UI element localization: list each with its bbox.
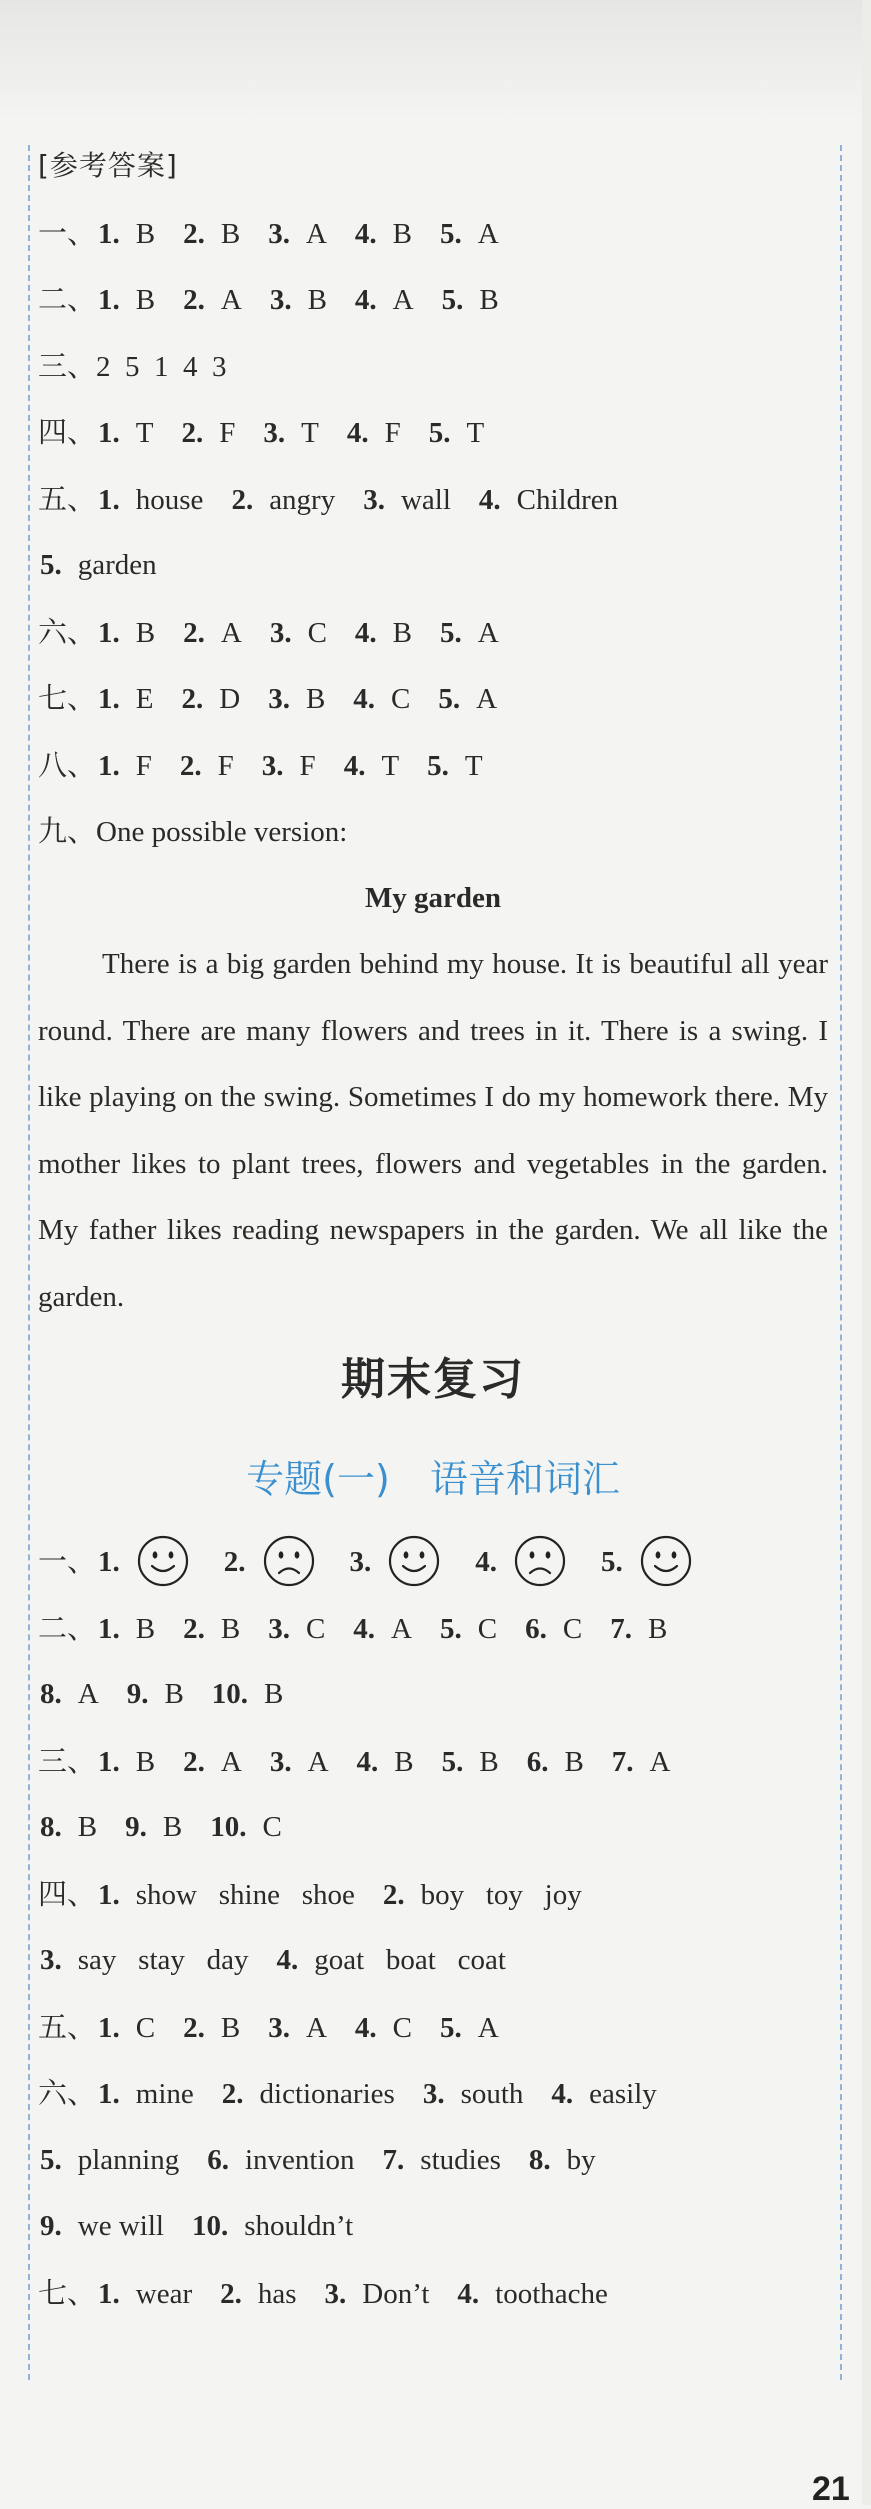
answer-value: shouldn’t [244, 2210, 354, 2242]
question-number: 2. [183, 616, 205, 649]
answer-value: A [220, 284, 242, 316]
answer-value: say stay day [77, 1944, 249, 1976]
answer-value: C [135, 2011, 156, 2044]
question-number: 5. [440, 217, 462, 250]
answer-value: C [562, 1612, 583, 1645]
answer-value: B [135, 284, 156, 316]
question-number: 1. [98, 1612, 120, 1645]
question-number: 5. [441, 284, 464, 316]
sad-face-icon [513, 1534, 567, 1588]
section-label: 八、 [38, 747, 97, 782]
answer-content [38, 133, 828, 2326]
answer-value: B [479, 1745, 499, 1778]
answer-value: B [135, 616, 156, 649]
question-number: 2. [382, 1878, 405, 1911]
topic-name: 语音和词汇 [429, 1457, 620, 1501]
answer-line [38, 2260, 828, 2327]
question-number: 3. [422, 2078, 445, 2110]
question-number: 1. [98, 616, 120, 649]
answer-value: E [135, 683, 154, 715]
question-number: 7. [382, 2143, 405, 2176]
topic-title [38, 1430, 828, 1528]
answer-value: B [220, 2011, 241, 2044]
answer-value: A [649, 1745, 671, 1778]
answer-value: F [135, 749, 152, 782]
answer-value: C [305, 1612, 326, 1645]
answer-value: T [464, 749, 483, 782]
sad-face-icon [262, 1534, 316, 1588]
question-number: 2. [183, 284, 205, 316]
question-number: 3. [268, 1612, 290, 1645]
answer-line [38, 1728, 828, 1795]
answer-value: B [162, 1811, 183, 1843]
answer-value: B [394, 1745, 414, 1778]
essay-title: My garden [364, 881, 502, 914]
answer-value: B [135, 1612, 156, 1645]
answer-value: goat boat coat [314, 1944, 506, 1976]
answer-value: F [219, 417, 236, 449]
question-number: 10. [210, 1811, 247, 1843]
answer-text: 2 5 1 4 3 [96, 350, 227, 383]
answer-value: invention [245, 2143, 355, 2176]
answer-line [38, 732, 828, 799]
faces-answer-line [38, 1528, 828, 1595]
question-number: 3. [268, 217, 290, 250]
smiley-face-icon [639, 1534, 693, 1588]
question-number: 4. [346, 417, 369, 449]
section-label: 七、 [38, 2275, 97, 2310]
adjacent-page-edge [862, 0, 871, 2505]
question-number: 10. [191, 2210, 229, 2242]
answer-value: Don’t [362, 2277, 430, 2310]
answer-header: [参考答案] [38, 149, 178, 182]
answer-value: has [257, 2277, 297, 2310]
answer-line [38, 200, 828, 267]
question-number: 1. [98, 2078, 120, 2110]
writing-intro-line [38, 798, 828, 865]
answer-value: toothache [495, 2277, 608, 2310]
question-number: 5. [440, 1612, 462, 1645]
section-label: 六、 [38, 2076, 97, 2110]
question-number: 1. [98, 2011, 120, 2044]
answer-line [38, 532, 828, 599]
answer-line [38, 1994, 828, 2061]
question-number: 1. [98, 683, 120, 715]
question-number: 4. [354, 284, 377, 316]
unit-answers [38, 200, 828, 799]
right-dashed-border [840, 145, 842, 2380]
question-number: 5. [40, 2143, 62, 2176]
question-number: 1. [98, 483, 120, 516]
question-number: 4. [353, 683, 376, 715]
answer-header-line [38, 133, 828, 200]
answer-line [38, 665, 828, 732]
answer-value: boy toy joy [420, 1878, 582, 1911]
question-number: 5. [601, 1546, 623, 1578]
question-number: 2. [181, 417, 204, 449]
question-number: 3. [268, 2011, 290, 2044]
answer-value: D [219, 683, 241, 715]
answer-value: F [217, 749, 234, 782]
section-label: 三、 [38, 348, 97, 383]
question-number: 3. [324, 2277, 347, 2310]
page-number: 21 [812, 2470, 850, 2508]
question-number: 3. [269, 1745, 292, 1778]
question-number: 1. [98, 2277, 120, 2310]
answer-value: C [307, 616, 327, 649]
question-number: 2. [220, 2277, 242, 2310]
answer-value: F [384, 417, 401, 449]
question-number: 9. [125, 1811, 147, 1843]
answer-value: B [264, 1678, 284, 1710]
answer-value: T [135, 417, 154, 449]
section-label: 五、 [38, 481, 97, 516]
answer-value: A [477, 616, 499, 649]
question-number: 2. [183, 1612, 205, 1645]
section-label: 九、 [38, 814, 97, 848]
question-number: 2. [179, 749, 202, 782]
question-number: 4. [457, 2277, 480, 2310]
answer-value: F [299, 749, 316, 782]
question-number: 2. [181, 683, 204, 715]
question-number: 4. [551, 2078, 574, 2110]
question-number: 4. [475, 1546, 498, 1578]
answer-value: south [460, 2078, 524, 2110]
answer-line [38, 1661, 828, 1728]
question-number: 1. [98, 284, 120, 316]
answer-line [38, 1595, 828, 1662]
answer-line [38, 2060, 828, 2127]
topic-number: 专题(一) [246, 1457, 390, 1501]
answer-value: B [164, 1678, 184, 1710]
answer-value: we will [77, 2210, 164, 2242]
answer-value: wall [400, 483, 451, 516]
answer-value: B [392, 217, 412, 250]
answer-value: angry [269, 483, 336, 516]
question-number: 4. [353, 1612, 376, 1645]
question-number: 2. [231, 483, 254, 516]
answer-line [38, 1927, 828, 1994]
section-label: 四、 [38, 1876, 97, 1911]
answer-line [38, 2193, 828, 2260]
answer-value: B [220, 217, 241, 250]
answer-value: C [477, 1612, 498, 1645]
answer-value: mine [135, 2078, 194, 2110]
answer-value: garden [77, 549, 157, 581]
answer-value: A [476, 683, 498, 715]
question-number: 9. [126, 1678, 149, 1710]
question-number: 8. [40, 1678, 62, 1710]
question-number: 8. [528, 2143, 551, 2176]
answer-line [38, 1861, 828, 1928]
question-number: 3. [363, 483, 385, 516]
answer-value: B [135, 1745, 156, 1778]
answer-value: B [647, 1612, 668, 1645]
question-number: 2. [183, 2011, 205, 2044]
question-number: 9. [40, 2210, 62, 2242]
essay-paragraph: There is a big garden behind my house. It is beautiful all year round. There are many flowers and trees in it. There is a swing. I like playing on the swing. Sometimes I do my homework there. My mother likes to plant trees, flowers and vegetables in the garden. My father likes reading newspapers in the garden. We all like the garden. [38, 948, 828, 1313]
answer-value: planning [77, 2143, 180, 2176]
question-number: 5. [440, 616, 462, 649]
answer-value: B [564, 1745, 584, 1778]
question-number: 4. [354, 2011, 377, 2044]
answer-value: A [391, 1612, 412, 1645]
section-label: 七、 [38, 681, 97, 715]
question-number: 5. [441, 1745, 464, 1778]
section-label: 三、 [38, 1743, 97, 1778]
answer-value: wear [135, 2277, 193, 2310]
answer-value: B [307, 284, 327, 316]
answer-value: T [466, 417, 485, 449]
question-number: 1. [98, 217, 120, 250]
question-number: 4. [354, 217, 377, 250]
answer-line [38, 266, 828, 333]
question-number: 4. [276, 1944, 299, 1976]
top-shadow [0, 0, 871, 120]
answer-value: B [77, 1811, 98, 1843]
answer-line [38, 1794, 828, 1861]
answer-line [38, 399, 828, 466]
answer-value: C [391, 683, 411, 715]
answer-value: B [305, 683, 326, 715]
answer-value: A [307, 1745, 329, 1778]
answer-value: A [220, 1745, 242, 1778]
answer-value: T [381, 749, 400, 782]
answer-line [38, 599, 828, 666]
left-dashed-border [28, 145, 30, 2380]
answer-value: studies [420, 2143, 501, 2176]
review-answers [38, 1595, 828, 2327]
question-number: 1. [98, 1878, 120, 1911]
question-number: 3. [263, 417, 286, 449]
question-number: 4. [356, 1745, 379, 1778]
answer-value: A [305, 217, 327, 250]
question-number: 3. [269, 284, 292, 316]
question-number: 3. [269, 616, 292, 649]
question-number: 2. [221, 2078, 244, 2110]
smiley-face-icon [136, 1534, 190, 1588]
answer-value: show shine shoe [135, 1878, 355, 1911]
question-number: 3. [261, 749, 284, 782]
section-label: 二、 [38, 282, 97, 316]
chapter-title: 期末复习 [341, 1354, 525, 1405]
question-number: 6. [525, 1612, 547, 1645]
question-number: 6. [207, 2143, 229, 2176]
answer-value: C [392, 2011, 412, 2044]
answer-value: A [477, 217, 499, 250]
question-number: 7. [611, 1745, 634, 1778]
answer-value: by [566, 2143, 596, 2176]
question-number: 1. [98, 1745, 120, 1778]
question-number: 5. [438, 683, 461, 715]
answer-line [38, 333, 828, 400]
question-number: 10. [211, 1678, 249, 1710]
question-number: 5. [427, 749, 449, 782]
section-label: 一、 [38, 215, 97, 250]
answer-value: A [305, 2011, 327, 2044]
question-number: 5. [428, 417, 451, 449]
question-number: 2. [183, 1745, 205, 1778]
question-number: 1. [98, 749, 120, 782]
question-number: 4. [478, 483, 501, 516]
answer-value: B [392, 616, 412, 649]
section-label: 五、 [38, 2009, 97, 2044]
answer-value: T [301, 417, 319, 449]
question-number: 2. [223, 1546, 246, 1578]
section-label: 四、 [38, 415, 97, 449]
smiley-face-icon [387, 1534, 441, 1588]
answer-value: Children [516, 483, 619, 516]
answer-line [38, 466, 828, 533]
answer-value: A [477, 2011, 499, 2044]
answer-value: A [392, 284, 414, 316]
section-label: 一、 [38, 1544, 97, 1578]
question-number: 5. [40, 549, 62, 581]
answer-value: dictionaries [259, 2078, 395, 2110]
writing-intro: One possible version: [96, 816, 348, 848]
answer-value: B [135, 217, 156, 250]
question-number: 7. [610, 1612, 632, 1645]
answer-value: C [262, 1811, 282, 1843]
question-number: 3. [40, 1944, 62, 1976]
question-number: 5. [440, 2011, 462, 2044]
question-number: 4. [354, 616, 377, 649]
answer-value: B [479, 284, 499, 316]
question-number: 3. [268, 683, 290, 715]
answer-value: B [220, 1612, 241, 1645]
answer-value: easily [589, 2078, 657, 2110]
question-number: 3. [349, 1546, 372, 1578]
answer-value: A [220, 616, 242, 649]
section-label: 六、 [38, 614, 97, 649]
question-number: 2. [183, 217, 205, 250]
question-number: 6. [526, 1745, 549, 1778]
answer-value: house [135, 483, 204, 516]
answer-line [38, 2127, 828, 2194]
question-number: 1. [98, 417, 120, 449]
question-number: 1. [98, 1546, 120, 1578]
section-label: 二、 [38, 1610, 97, 1645]
question-number: 4. [343, 749, 366, 782]
question-number: 8. [40, 1811, 62, 1843]
answer-value: A [77, 1678, 99, 1710]
